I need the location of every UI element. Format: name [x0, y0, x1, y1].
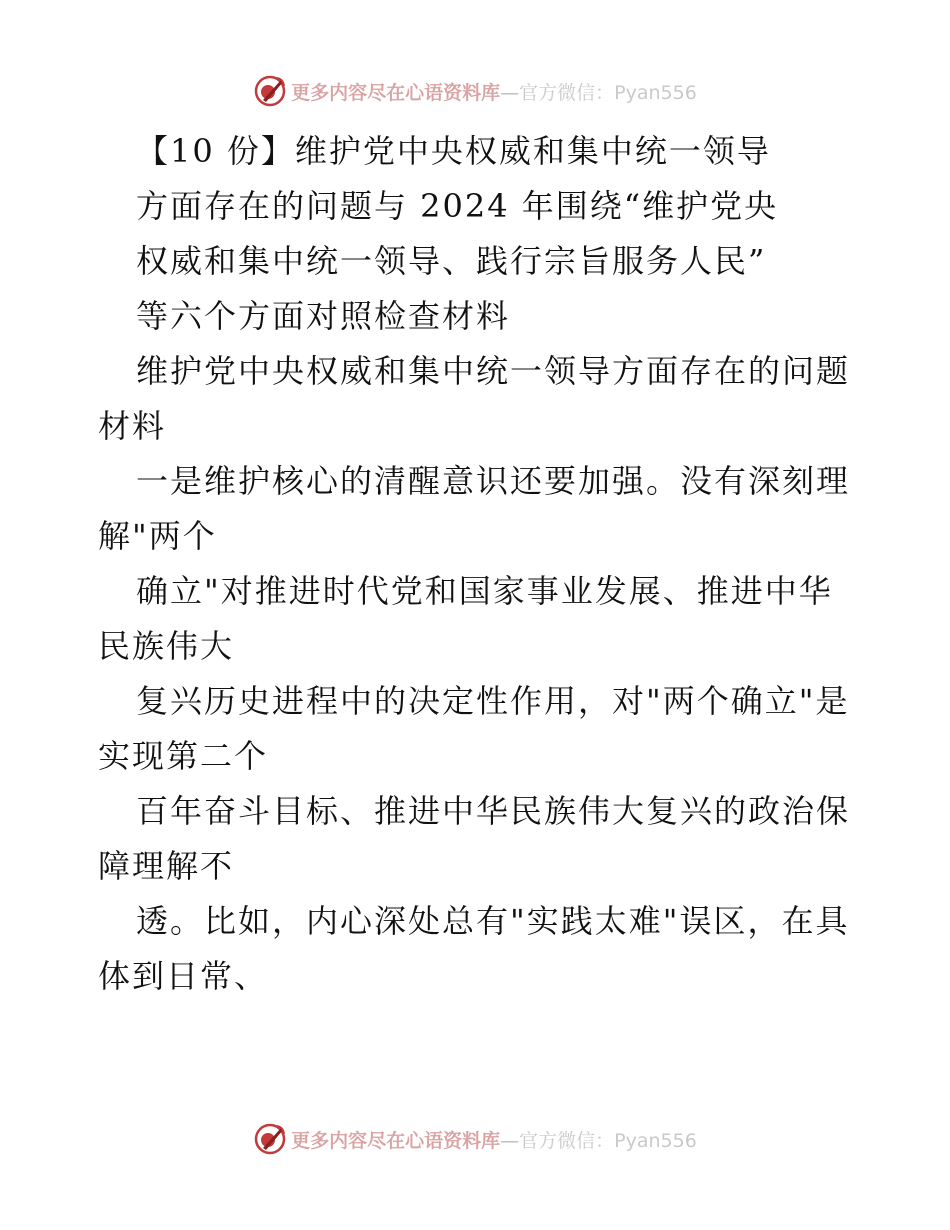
paragraph-line: 维护党中央权威和集中统一领导方面存在的问题 [136, 352, 851, 390]
document-body [98, 124, 858, 1004]
paragraph-line: 民族伟大 [98, 627, 235, 665]
title-line-1: 【10 份】维护党中央权威和集中统一领导 [136, 132, 771, 170]
paragraph-line: 实现第二个 [98, 737, 269, 775]
paragraph-line: 一是维护核心的清醒意识还要加强。没有深刻理 [136, 462, 851, 500]
pen-circle-logo-icon [253, 1122, 287, 1156]
paragraph-line: 百年奋斗目标、推进中华民族伟大复兴的政治保 [136, 792, 851, 830]
title-line-2: 方面存在的问题与 2024 年围绕“维护党央 [136, 187, 779, 225]
footer-banner [0, 1119, 950, 1159]
title-line-4: 等六个方面对照检查材料 [136, 297, 511, 335]
paragraph-line: 确立"对推进时代党和国家事业发展、推进中华 [136, 572, 833, 610]
paragraph-line: 障理解不 [98, 847, 235, 885]
title-line-3: 权威和集中统一领导、践行宗旨服务人民” [136, 242, 767, 280]
footer-banner-text: 更多内容尽在心语资料库—官方微信：Pyan556 [291, 1129, 697, 1152]
header-banner-text: 更多内容尽在心语资料库—官方微信：Pyan556 [291, 81, 697, 104]
paragraph-line: 解"两个 [98, 517, 217, 555]
header-banner [0, 71, 950, 111]
paragraph-line: 材料 [98, 407, 167, 445]
paragraph-line: 体到日常、 [98, 957, 269, 995]
paragraph-line: 透。比如，内心深处总有"实践太难"误区，在具 [136, 902, 850, 940]
paragraph-line: 复兴历史进程中的决定性作用，对"两个确立"是 [136, 682, 850, 720]
pen-circle-logo-icon [253, 74, 287, 108]
